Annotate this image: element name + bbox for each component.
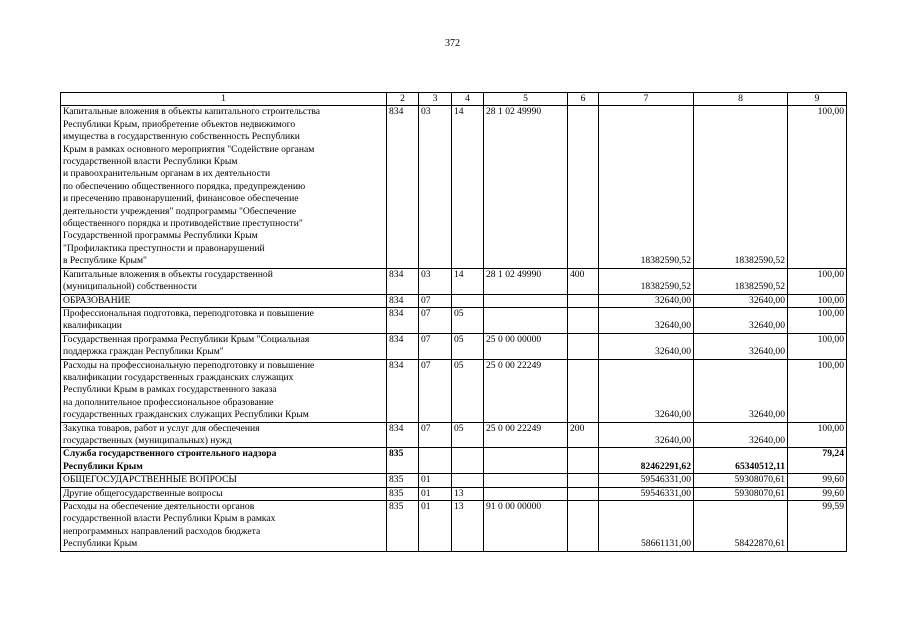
- execution-percent-cell: 99,60: [788, 487, 847, 500]
- approved-amount-cell: 32640,00: [599, 294, 694, 307]
- header-cell: 4: [452, 93, 484, 106]
- executed-amount-cell: 32640,00: [694, 307, 788, 333]
- subsection-code-cell: 13: [452, 501, 484, 552]
- table-row: [61, 268, 847, 294]
- expense-type-cell: [568, 106, 599, 268]
- row-name-cell: Капитальные вложения в объекты государственной (муниципальной) собственности: [61, 268, 387, 294]
- expense-type-cell: [568, 294, 599, 307]
- approved-amount-cell: 59546331,00: [599, 474, 694, 487]
- table-row: [61, 487, 847, 500]
- header-cell: 7: [599, 93, 694, 106]
- expense-type-cell: 400: [568, 268, 599, 294]
- admin-code-cell: 835: [387, 487, 419, 500]
- subsection-code-cell: 05: [452, 333, 484, 359]
- subsection-code-cell: 13: [452, 487, 484, 500]
- table-row: [61, 448, 847, 474]
- admin-code-cell: 835: [387, 448, 419, 474]
- header-cell: 3: [419, 93, 452, 106]
- subsection-code-cell: [452, 448, 484, 474]
- expense-type-cell: [568, 333, 599, 359]
- row-name-cell: Служба государственного строительного надзора Республики Крым: [61, 448, 387, 474]
- executed-amount-cell: 32640,00: [694, 294, 788, 307]
- section-code-cell: 01: [419, 501, 452, 552]
- executed-amount-cell: 18382590,52: [694, 268, 788, 294]
- executed-amount-cell: 59308070,61: [694, 474, 788, 487]
- expense-type-cell: [568, 487, 599, 500]
- header-cell: 1: [61, 93, 387, 106]
- execution-percent-cell: 100,00: [788, 294, 847, 307]
- target-article-cell: [484, 448, 568, 474]
- admin-code-cell: 834: [387, 268, 419, 294]
- section-code-cell: 07: [419, 422, 452, 448]
- table-row: [61, 106, 847, 268]
- header-cell: 5: [484, 93, 568, 106]
- target-article-cell: [484, 294, 568, 307]
- expense-type-cell: [568, 448, 599, 474]
- row-name-cell: Расходы на обеспечение деятельности органов государственной власти Республики Крым в рамках непрограммных направлений расходов бюджета Республики Крым: [61, 501, 387, 552]
- row-name-cell: Государственная программа Республики Крым "Социальная поддержка граждан Республики Крым": [61, 333, 387, 359]
- section-code-cell: [419, 448, 452, 474]
- section-code-cell: 07: [419, 294, 452, 307]
- subsection-code-cell: 05: [452, 307, 484, 333]
- table-row: [61, 333, 847, 359]
- subsection-code-cell: 14: [452, 106, 484, 268]
- table-row: [61, 307, 847, 333]
- approved-amount-cell: 32640,00: [599, 333, 694, 359]
- approved-amount-cell: 59546331,00: [599, 487, 694, 500]
- expense-type-cell: [568, 501, 599, 552]
- execution-percent-cell: 99,59: [788, 501, 847, 552]
- approved-amount-cell: 58661131,00: [599, 501, 694, 552]
- executed-amount-cell: 59308070,61: [694, 487, 788, 500]
- executed-amount-cell: 32640,00: [694, 333, 788, 359]
- table-row: [61, 474, 847, 487]
- header-cell: 8: [694, 93, 788, 106]
- approved-amount-cell: 32640,00: [599, 307, 694, 333]
- table-row: [61, 359, 847, 422]
- target-article-cell: 25 0 00 22249: [484, 359, 568, 422]
- table-row: [61, 422, 847, 448]
- approved-amount-cell: 18382590,52: [599, 106, 694, 268]
- approved-amount-cell: 32640,00: [599, 422, 694, 448]
- admin-code-cell: 834: [387, 106, 419, 268]
- budget-table: [60, 92, 847, 552]
- header-cell: 2: [387, 93, 419, 106]
- target-article-cell: [484, 474, 568, 487]
- section-code-cell: 07: [419, 359, 452, 422]
- subsection-code-cell: [452, 474, 484, 487]
- expense-type-cell: [568, 307, 599, 333]
- subsection-code-cell: 05: [452, 422, 484, 448]
- execution-percent-cell: 100,00: [788, 106, 847, 268]
- executed-amount-cell: 65340512,11: [694, 448, 788, 474]
- subsection-code-cell: 14: [452, 268, 484, 294]
- execution-percent-cell: 100,00: [788, 307, 847, 333]
- section-code-cell: 01: [419, 487, 452, 500]
- subsection-code-cell: 05: [452, 359, 484, 422]
- executed-amount-cell: 58422870,61: [694, 501, 788, 552]
- admin-code-cell: 834: [387, 294, 419, 307]
- expense-type-cell: [568, 359, 599, 422]
- expense-type-cell: 200: [568, 422, 599, 448]
- target-article-cell: [484, 307, 568, 333]
- admin-code-cell: 835: [387, 501, 419, 552]
- executed-amount-cell: 32640,00: [694, 422, 788, 448]
- target-article-cell: 91 0 00 00000: [484, 501, 568, 552]
- admin-code-cell: 835: [387, 474, 419, 487]
- execution-percent-cell: 100,00: [788, 422, 847, 448]
- header-cell: 9: [788, 93, 847, 106]
- section-code-cell: 03: [419, 268, 452, 294]
- section-code-cell: 07: [419, 333, 452, 359]
- executed-amount-cell: 32640,00: [694, 359, 788, 422]
- execution-percent-cell: 100,00: [788, 359, 847, 422]
- approved-amount-cell: 82462291,62: [599, 448, 694, 474]
- admin-code-cell: 834: [387, 307, 419, 333]
- target-article-cell: 28 1 02 49990: [484, 106, 568, 268]
- row-name-cell: Закупка товаров, работ и услуг для обеспечения государственных (муниципальных) нужд: [61, 422, 387, 448]
- execution-percent-cell: 99,60: [788, 474, 847, 487]
- approved-amount-cell: 32640,00: [599, 359, 694, 422]
- execution-percent-cell: 100,00: [788, 333, 847, 359]
- executed-amount-cell: 18382590,52: [694, 106, 788, 268]
- table-row: [61, 501, 847, 552]
- target-article-cell: 25 0 00 22249: [484, 422, 568, 448]
- subsection-code-cell: [452, 294, 484, 307]
- target-article-cell: 25 0 00 00000: [484, 333, 568, 359]
- row-name-cell: Профессиональная подготовка, переподготовка и повышение квалификации: [61, 307, 387, 333]
- row-name-cell: ОБЩЕГОСУДАРСТВЕННЫЕ ВОПРОСЫ: [61, 474, 387, 487]
- table-row: [61, 294, 847, 307]
- section-code-cell: 07: [419, 307, 452, 333]
- admin-code-cell: 834: [387, 422, 419, 448]
- header-cell: 6: [568, 93, 599, 106]
- approved-amount-cell: 18382590,52: [599, 268, 694, 294]
- target-article-cell: [484, 487, 568, 500]
- expense-type-cell: [568, 474, 599, 487]
- row-name-cell: ОБРАЗОВАНИЕ: [61, 294, 387, 307]
- admin-code-cell: 834: [387, 333, 419, 359]
- page-number: 372: [445, 38, 460, 49]
- row-name-cell: Капитальные вложения в объекты капитального строительства Республики Крым, приобретение объектов недвижимого имущества в государственную собственность Республики Крым в рамках основного мероприятия "Содействие органам государственной власти Республики Крым и правоохранительным органам в их деятельности по обеспечению общественного порядка, предупреждению и пресечению правонарушений, финансовое обеспечение деятельности учреждения" подпрограммы "Обеспечение общественного порядка и противодействие преступности" Государственной программы Республики Крым "Профилактика преступности и правонарушений в Республике Крым": [61, 106, 387, 268]
- execution-percent-cell: 79,24: [788, 448, 847, 474]
- row-name-cell: Другие общегосударственные вопросы: [61, 487, 387, 500]
- section-code-cell: 03: [419, 106, 452, 268]
- section-code-cell: 01: [419, 474, 452, 487]
- header-row: [61, 93, 847, 106]
- target-article-cell: 28 1 02 49990: [484, 268, 568, 294]
- execution-percent-cell: 100,00: [788, 268, 847, 294]
- admin-code-cell: 834: [387, 359, 419, 422]
- row-name-cell: Расходы на профессиональную переподготовку и повышение квалификации государственных гражданских служащих Республики Крым в рамках государственного заказа на дополнительное профессиональное образование государственных гражданских служащих Республики Крым: [61, 359, 387, 422]
